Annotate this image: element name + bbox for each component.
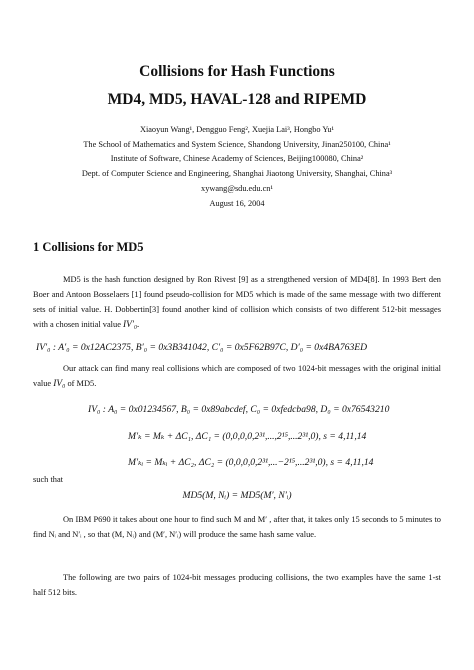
equation-iv-prime: IV′₀ : A′₀ = 0x12AC2375, B′₀ = 0x3B341042, C′₀ = 0x5F62B97C, D′₀ = 0x4BA763ED (36, 342, 368, 353)
paragraph-3-text: On IBM P690 it takes about one hour to find such M and M′ , after that, it takes only 15 seconds to 5 minutes to find Nᵢ and N′ᵢ , so that (M, Nᵢ) and (M′, N′ᵢ) will produce the same hash same value. (33, 515, 441, 539)
paragraph-4 (33, 570, 441, 600)
paragraph-1-symbol: IV′₀. (123, 320, 140, 330)
paragraph-2-end: of MD5. (67, 379, 97, 388)
paper-title-line2: MD4, MD5, HAVAL-128 and RIPEMD (107, 91, 367, 108)
paragraph-2 (33, 361, 441, 392)
authors: Xiaoyun Wang¹, Dengguo Feng², Xuejia Lai³, Hongbo Yu¹ (139, 125, 335, 134)
equation-iv-original: IV₀ : A₀ = 0x01234567, B₀ = 0x89abcdef, C₀ = 0xfedcba98, D₀ = 0x76543210 (88, 404, 390, 415)
paragraph-4-text: The following are two pairs of 1024-bit messages producing collisions, the two examples have the same 1-st half 512 bits. (33, 573, 441, 597)
author-email: xywang@sdu.edu.cn¹ (201, 184, 273, 193)
affiliation-1: The School of Mathematics and System Science, Shandong University, Jinan250100, China¹ (83, 140, 391, 149)
paragraph-2-text: Our attack can find many real collisions which are composed of two 1024-bit messages with the original initial value (33, 364, 441, 388)
section-heading: 1 Collisions for MD5 (33, 240, 144, 254)
affiliation-3: Dept. of Computer Science and Engineering, Shanghai Jiaotong University, Shanghai, China³ (81, 169, 393, 178)
equation-message-difference-2: M′ₖᵢ = Mₖᵢ + ΔC₂, ΔC₂ = (0,0,0,0,2³¹,...−2¹⁵,...2³¹,0), s = 4,11,14 (128, 457, 374, 468)
affiliation-2: Institute of Software, Chinese Academy of Sciences, Beijing100080, China² (110, 154, 364, 163)
paragraph-3 (33, 512, 441, 542)
paper-date: August 16, 2004 (209, 199, 265, 208)
equation-collision: MD5(M, Nᵢ) = MD5(M′, N′ᵢ) (182, 490, 292, 501)
paper-title-line1: Collisions for Hash Functions (139, 63, 335, 80)
paragraph-1 (33, 272, 441, 333)
paragraph-1-text: MD5 is the hash function designed by Ron Rivest [9] as a strengthened version of MD4[8]. In 1993 Bert den Boer and Antoon Bosselaers [1] found pseudo-collision for MD5 which is made of the same message with two different sets of initial value. H. Dobbertin[3] found another kind of collision which consists of two different 512-bit messages with a chosen initial value (33, 275, 441, 329)
equation-message-difference-1: M′ₖ = Mₖ + ΔC₁, ΔC₁ = (0,0,0,0,2³¹,...,2¹⁵,...2³¹,0), s = 4,11,14 (128, 431, 367, 442)
such-that-label: such that (33, 475, 64, 484)
paragraph-2-symbol: IV₀ (53, 379, 66, 389)
